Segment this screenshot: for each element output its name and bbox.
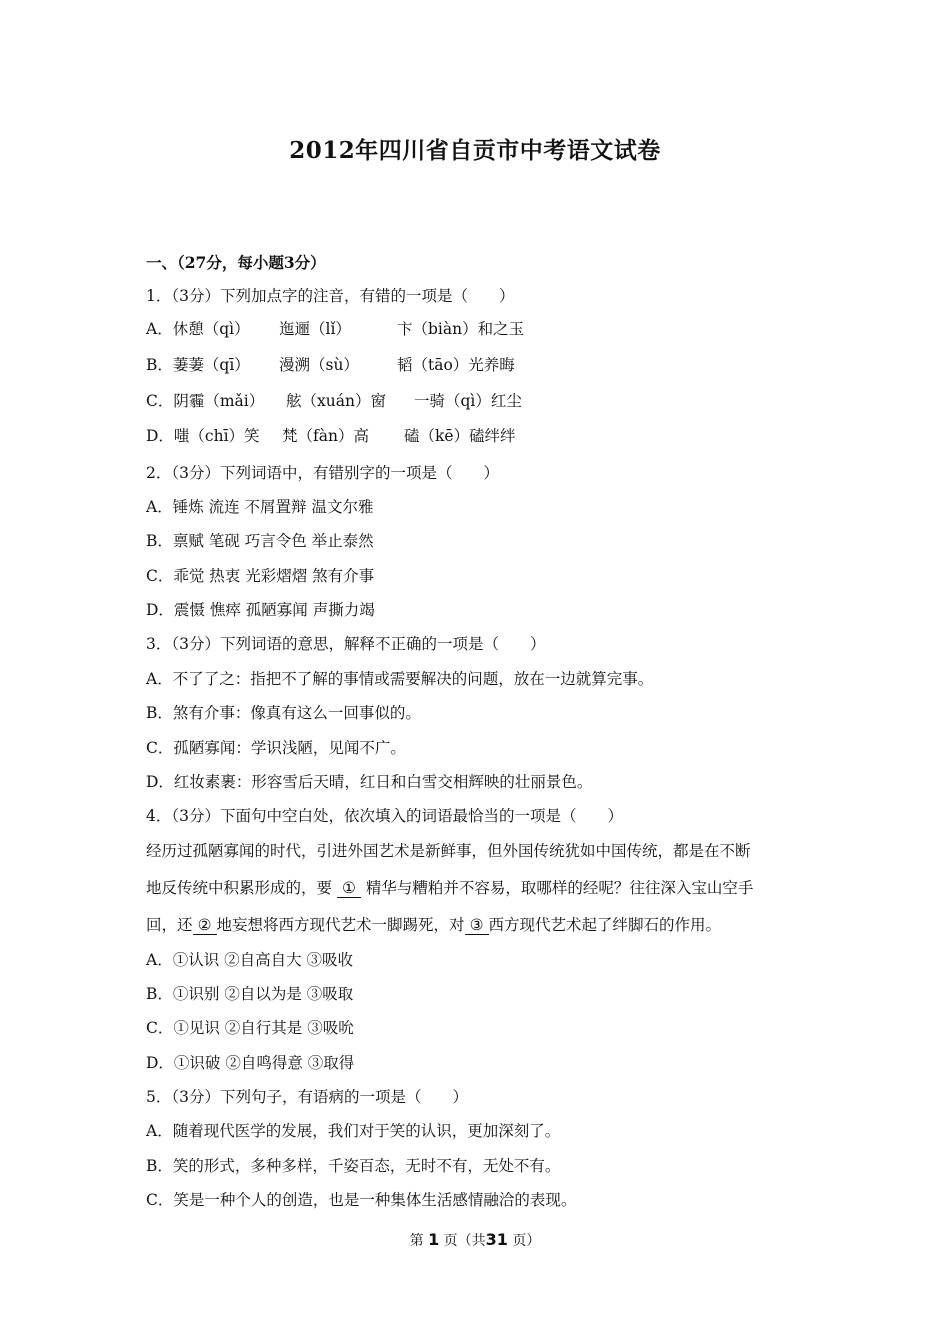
q4-passage-text: 地反传统中积累形成的，要 [146, 879, 337, 897]
footer-middle: 页（共 [443, 1233, 486, 1249]
q4-passage-line-2 [146, 877, 826, 899]
q1-c-2: 舷（xuán）窗 [286, 392, 386, 410]
q1-b-3: 韬（tāo）光养晦 [397, 356, 515, 374]
q4-option-d: D．①识破 ②自鸣得意 ③取得 [146, 1054, 355, 1072]
q5-option-b: B．笑的形式，多种多样，千姿百态，无时不有，无处不有。 [146, 1157, 561, 1175]
q1-option-b [146, 354, 826, 376]
q1-option-c [146, 390, 826, 412]
q4-option-b: B．①识别 ②自以为是 ③吸取 [146, 985, 354, 1003]
q1-d-1: D．嗤（chī）笑 [146, 427, 260, 445]
q4-option-a: A．①认识 ②自高自大 ③吸收 [146, 951, 354, 969]
q5-option-c: C．笑是一种个人的创造，也是一种集体生活感情融洽的表现。 [146, 1191, 577, 1209]
q4-blank-3: ③ [465, 916, 489, 935]
q2-option-c: C．乖觉 热衷 光彩熠熠 煞有介事 [146, 567, 375, 585]
footer-suffix: 页） [512, 1233, 541, 1249]
q4-passage-line-3 [146, 914, 826, 936]
q4-passage-text: 地妄想将西方现代艺术一脚踢死，对 [216, 916, 465, 934]
section-heading: 一、（27分，每小题3分） [146, 253, 326, 272]
q3-option-d: D．红妆素裹：形容雪后天晴，红日和白雪交相辉映的壮丽景色。 [146, 773, 593, 791]
total-page-count: 31 [485, 1230, 508, 1249]
q4-blank-2: ② [193, 916, 217, 935]
q1-stem: 1．（3分）下列加点字的注音，有错的一项是（ ） [146, 287, 515, 305]
q2-option-d: D．震慑 憔瘁 孤陋寡闻 声撕力竭 [146, 601, 375, 619]
footer-prefix: 第 [409, 1233, 424, 1249]
q4-blank-1: ① [337, 879, 361, 898]
q4-passage-text: 西方现代艺术起了绊脚石的作用。 [488, 916, 722, 934]
q1-b-1: B．萋萋（qī） [146, 356, 250, 374]
page-footer [0, 1230, 950, 1250]
q1-c-3: 一骑（qì）红尘 [414, 392, 522, 410]
q1-option-a [146, 318, 826, 340]
current-page-number: 1 [428, 1230, 440, 1249]
q5-option-a: A．随着现代医学的发展，我们对于笑的认识，更加深刻了。 [146, 1122, 561, 1140]
q2-stem: 2．（3分）下列词语中，有错别字的一项是（ ） [146, 464, 499, 482]
q1-a-3: 卞（biàn）和之玉 [397, 320, 525, 338]
q4-passage-line-1: 经历过孤陋寡闻的时代，引进外国艺术是新鲜事，但外国传统犹如中国传统，都是在不断 [146, 842, 751, 860]
q1-option-d [146, 425, 826, 447]
q3-option-c: C．孤陋寡闻：学识浅陋，见闻不广。 [146, 739, 406, 757]
q5-stem: 5．（3分）下列句子，有语病的一项是（ ） [146, 1088, 468, 1106]
q1-d-2: 梵（fàn）高 [282, 427, 369, 445]
q4-passage-text: 回，还 [146, 916, 193, 934]
q2-option-b: B．禀赋 笔砚 巧言令色 举止泰然 [146, 532, 374, 550]
q1-b-2: 漫溯（sù） [279, 356, 359, 374]
q1-d-3: 磕（kē）磕绊绊 [404, 427, 516, 445]
exam-title: 2012年四川省自贡市中考语文试卷 [289, 137, 661, 164]
q4-option-c: C．①见识 ②自行其是 ③吸吮 [146, 1019, 354, 1037]
q1-a-1: A．休憩（qì） [146, 320, 250, 338]
q3-option-b: B．煞有介事：像真有这么一回事似的。 [146, 704, 421, 722]
q4-stem: 4．（3分）下面句中空白处，依次填入的词语最恰当的一项是（ ） [146, 807, 623, 825]
q3-option-a: A．不了了之：指把不了解的事情或需要解决的问题，放在一边就算完事。 [146, 670, 654, 688]
q1-a-2: 迤逦（lǐ） [279, 320, 351, 338]
q4-passage-text: 精华与糟粕并不容易，取哪样的经呢？往往深入宝山空手 [360, 879, 754, 897]
q3-stem: 3．（3分）下列词语的意思，解释不正确的一项是（ ） [146, 635, 546, 653]
q1-c-1: C．阴霾（mǎi） [146, 392, 265, 410]
q2-option-a: A．锤炼 流连 不屑置辩 温文尔雅 [146, 498, 374, 516]
